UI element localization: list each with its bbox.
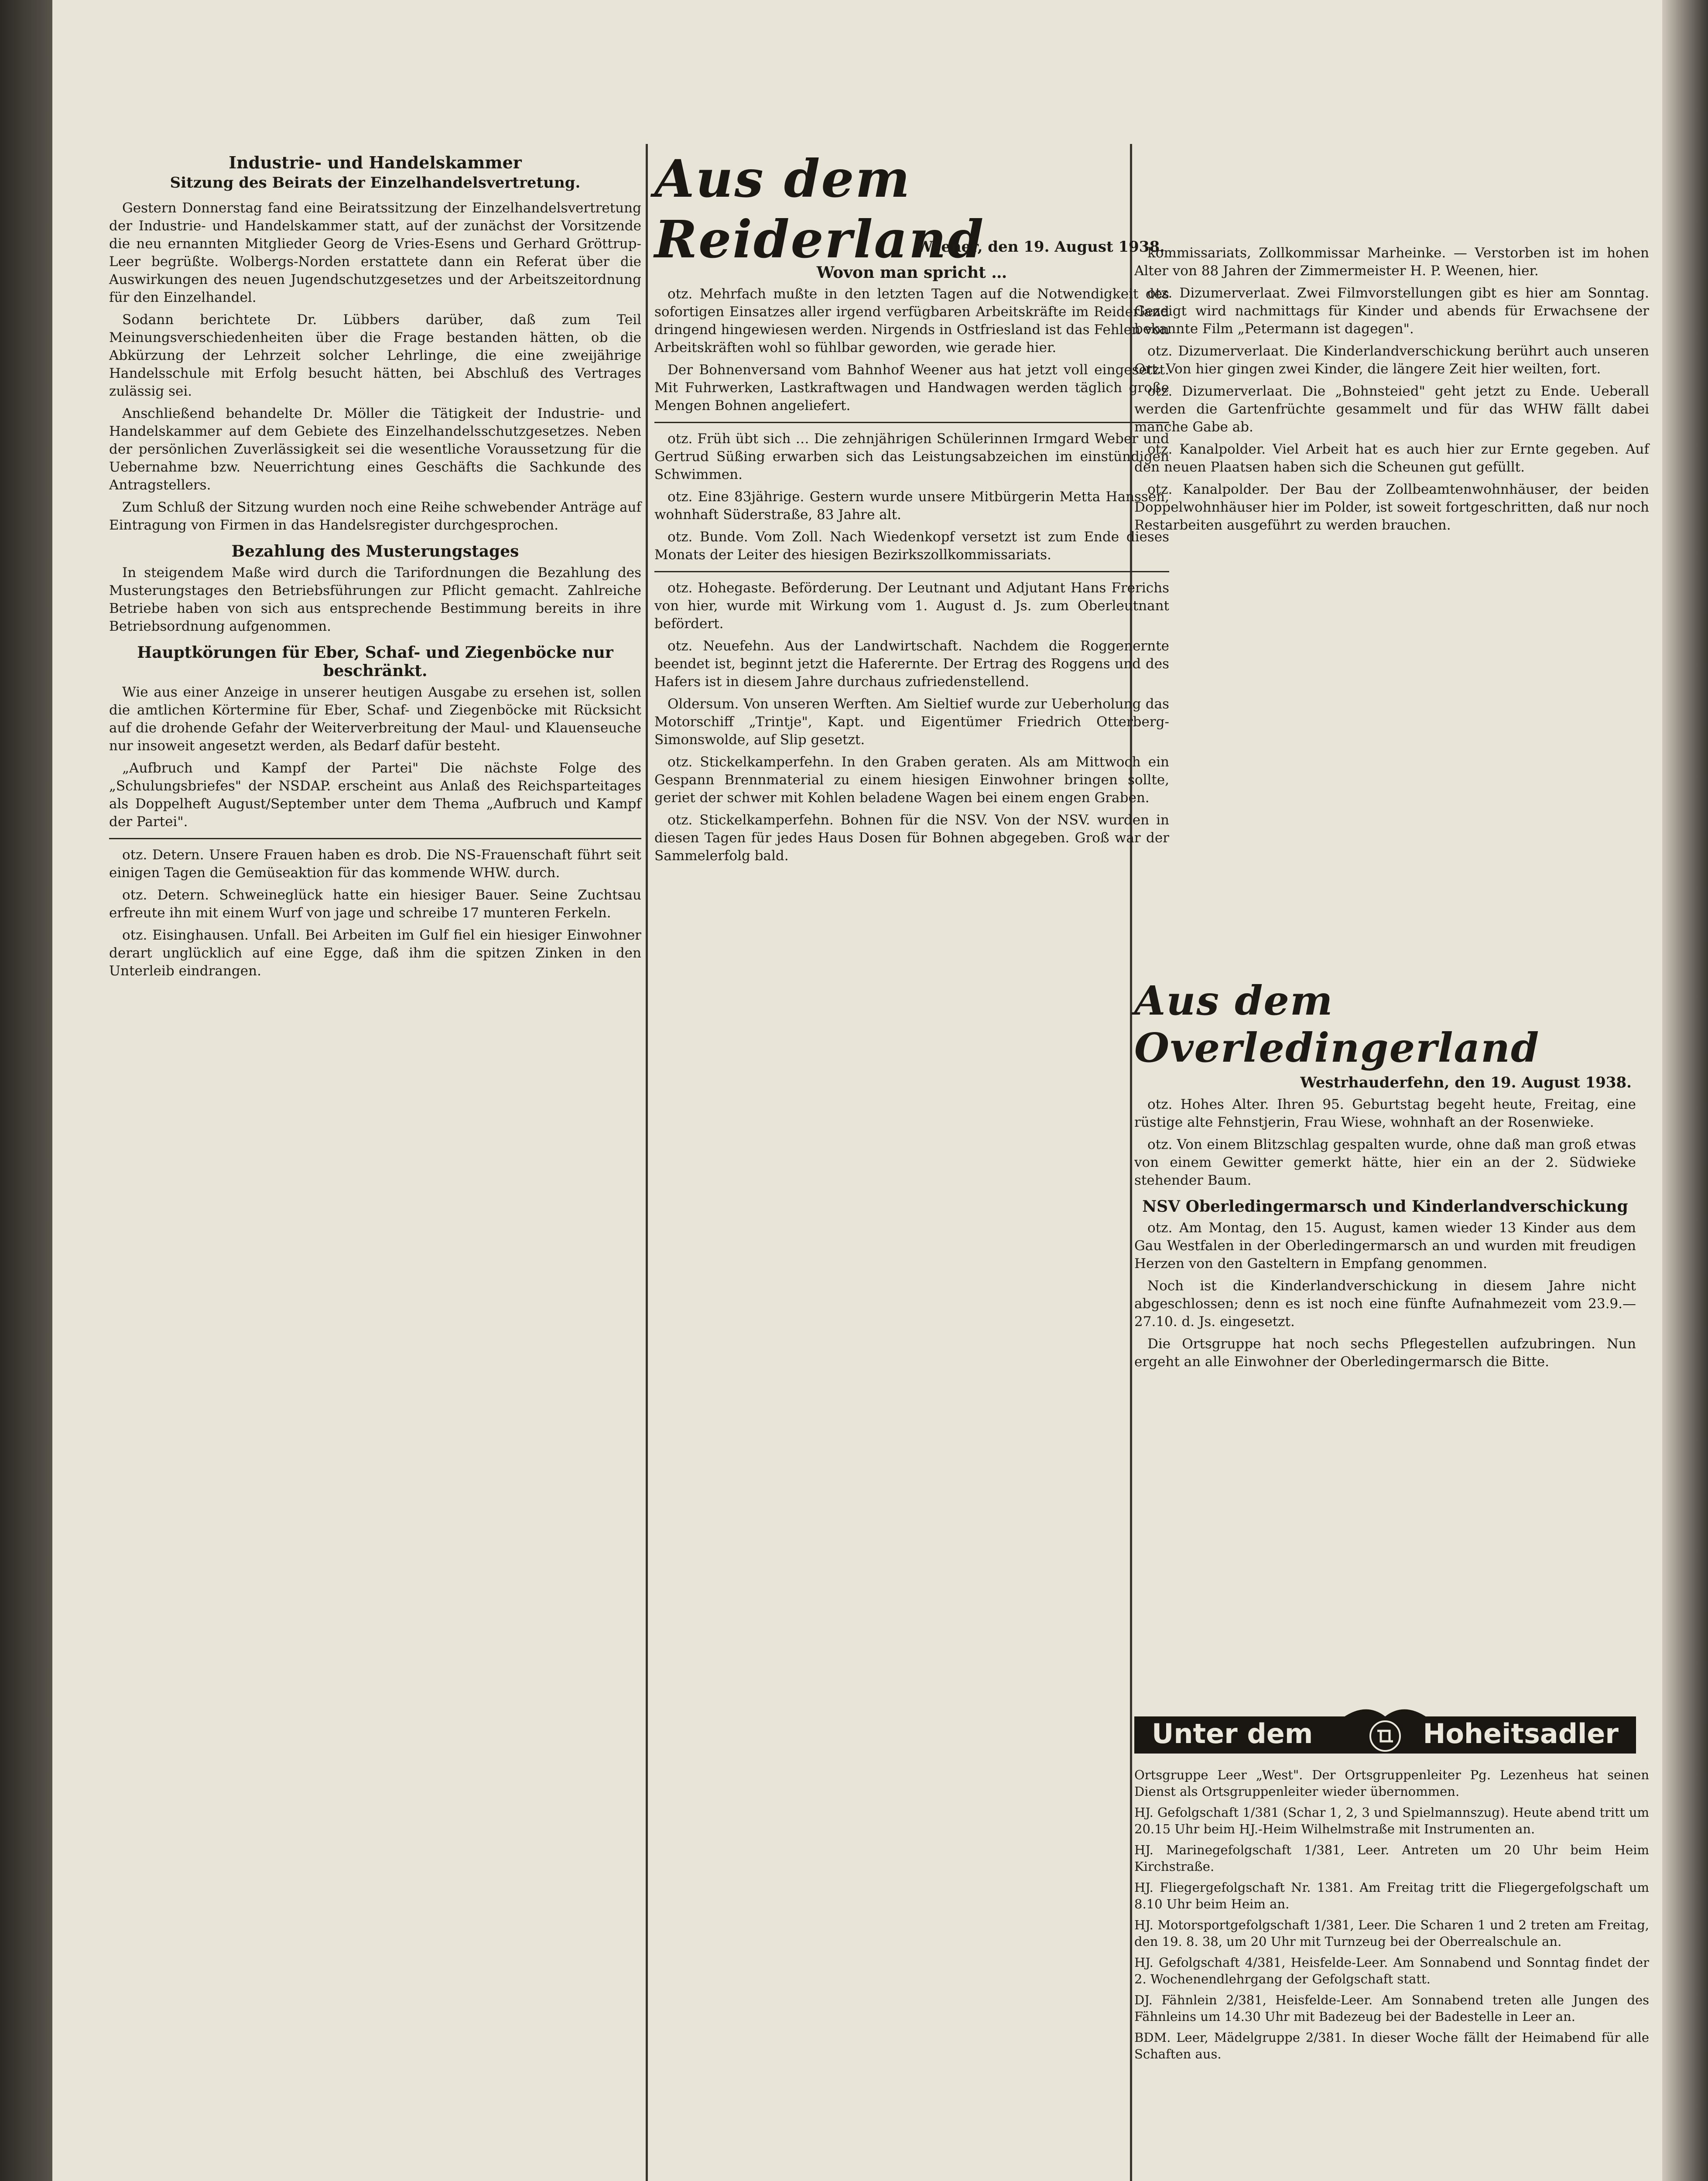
list-item: Ortsgruppe Leer „West". Der Ortsgruppenleiter Pg. Lezenheus hat seinen Dienst als Ortsgruppenleiter wieder übernommen.: [1134, 1767, 1649, 1799]
local-news-item: otz. Stickelkamperfehn. Bohnen für die NSV. Von der NSV. wurden in diesen Tagen für jedes Haus Dosen für Bohnen abgegeben. Groß war der Sammelerfolg bald.: [654, 812, 1169, 864]
article-paragraph: Sodann berichtete Dr. Lübbers darüber, daß zum Teil Meinungsverschiedenheiten über die Frage bestanden hätten, ob die Abkürzung der Lehrzeit solcher Lehrlinge, die eine zweijährige Handelsschule mit Erfolg besucht hätten, bei Abschluß des Vertrages zulässig sei.: [109, 312, 641, 399]
article-paragraph: In steigendem Maße wird durch die Tarifordnungen die Bezahlung des Musterungstages den Betriebsführungen zur Pflicht gemacht. Zahlreiche Betriebe haben von sich aus entsprechende Bestimmung bereits in ihre Betriebsordnung aufgenommen.: [109, 565, 641, 634]
article-paragraph: Gestern Donnerstag fand eine Beiratssitzung der Einzelhandelsvertretung der Industrie- und Handelskammer statt, auf der zunächst der Vorsitzende die neu ernannten Mitglieder Georg de Vries-Esens und Gerhard Gröttrup-Leer begrüßte. Wolbergs-Norden erstattete dann ein Referat über die Auswirkungen des neuen Jugendschutzgesetzes und der Arbeitszeitordnung für den Einzelhandel.: [109, 200, 641, 305]
masthead-title: Aus dem Reiderland: [654, 148, 985, 270]
local-news-item: otz. Eine 83jährige. Gestern wurde unsere Mitbürgerin Metta Hanssen, wohnhaft Süderstraße, 83 Jahre alt.: [654, 489, 1169, 523]
local-news-item: otz. Dizumerverlaat. Die Kinderlandverschickung berührt auch unseren Ort. Von hier gingen zwei Kinder, die längere Zeit hier weilten, fort.: [1134, 343, 1649, 377]
local-news-item: otz. Neuefehn. Aus der Landwirtschaft. Nachdem die Roggenernte beendet ist, beginnt jetzt die Haferernte. Der Ertrag des Roggens und des Hafers ist in diesem Jahre durchaus zufriedenstellend.: [654, 638, 1169, 690]
dateline: Westrhauderfehn, den 19. August 1938.: [1300, 1074, 1632, 1091]
article-paragraph: Zum Schluß der Sitzung wurden noch eine Reihe schwebender Anträge auf Eintragung von Firmen in das Handelsregister durchgesprochen.: [109, 499, 641, 533]
article-paragraph: Anschließend behandelte Dr. Möller die Tätigkeit der Industrie- und Handelskammer auf dem Gebiete des Einzelhandelsschutzgesetzes. Neben der persönlichen Zuverlässigkeit sei die wesentliche Voraussetzung für die Uebernahme bzw. Neuerrichtung eines Geschäfts die Sachkunde des Antragstellers.: [109, 406, 641, 493]
hoheitsadler-banner: [1134, 1692, 1636, 1758]
local-news-item: otz. Kanalpolder. Der Bau der Zollbeamtenwohnhäuser, der beiden Doppelwohnhäuser hier im Polder, ist soweit fortgeschritten, daß nur noch Restarbeiten ausgeführt zu werden brauchen.: [1134, 482, 1649, 533]
scan-left-edge: [0, 0, 52, 2181]
column-left: [109, 140, 641, 985]
eagle-icon: [1339, 1692, 1431, 1758]
newspaper-page: [52, 0, 1662, 2181]
article-paragraph: Noch ist die Kinderlandverschickung in diesem Jahre nicht abgeschlossen; denn es ist noch eine fünfte Aufnahmezeit vom 23.9.—27.10. d. Js. eingesetzt.: [1134, 1278, 1636, 1330]
local-news-item: otz. Stickelkamperfehn. In den Graben geraten. Als am Mittwoch ein Gespann Brennmaterial zu einem hiesigen Einwohner bringen sollte, geriet der schwer mit Kohlen beladene Wagen bei einem engen Graben.: [654, 754, 1169, 806]
list-item: HJ. Marinegefolgschaft 1/381, Leer. Antreten um 20 Uhr beim Heim Kirchstraße.: [1134, 1843, 1649, 1874]
article-paragraph: „Aufbruch und Kampf der Partei" Die nächste Folge des „Schulungsbriefes" der NSDAP. erscheint aus Anlaß des Reichsparteitages als Doppelheft August/September unter dem Thema „Aufbruch und Kampf der Partei".: [109, 760, 641, 830]
column-rule: [646, 144, 648, 2181]
section-subtitle: Sitzung des Beirats der Einzelhandelsvertretung.: [170, 174, 581, 191]
local-news-item: Oldersum. Von unseren Werften. Am Sieltief wurde zur Ueberholung das Motorschiff „Trintje", Kapt. und Eigentümer Friedrich Otterberg-Simonswolde, auf Slip gesetzt.: [654, 696, 1169, 748]
article-heading: Bezahlung des Musterungstages: [231, 542, 519, 561]
banner-label-left: Unter dem: [1152, 1718, 1313, 1750]
local-news-item: otz. Früh übt sich … Die zehnjährigen Schülerinnen Irmgard Weber und Gertrud Süßing erwarben sich das Leistungsabzeichen im einstündigen Schwimmen.: [654, 431, 1169, 482]
local-news-item: kommissariats, Zollkommissar Marheinke. — Verstorben ist im hohen Alter von 88 Jahren der Zimmermeister H. P. Weenen, hier.: [1134, 245, 1649, 279]
article-paragraph: Die Ortsgruppe hat noch sechs Pflegestellen aufzubringen. Nun ergeht an alle Einwohner der Oberledingermarsch die Bitte.: [1134, 1336, 1636, 1370]
column-middle: [654, 236, 1169, 869]
scan-right-edge: [1662, 0, 1708, 2181]
article-paragraph: otz. Am Montag, den 15. August, kamen wieder 13 Kinder aus dem Gau Westfalen in der Oberledingermarsch an und wurden mit freudigen Herzen von den Gasteltern in Empfang genommen.: [1134, 1220, 1636, 1272]
list-item: HJ. Gefolgschaft 1/381 (Schar 1, 2, 3 und Spielmannszug). Heute abend tritt um 20.15 Uhr beim HJ.-Heim Wilhelmstraße mit Instrumenten an.: [1134, 1805, 1649, 1836]
local-news-item: otz. Detern. Schweineglück hatte ein hiesiger Bauer. Seine Zuchtsau erfreute ihn mit einem Wurf von jage und schreibe 17 munteren Ferkeln.: [109, 887, 641, 921]
local-news-item: otz. Von einem Blitzschlag gespalten wurde, ohne daß man groß etwas von einem Gewitter gemerkt hätte, hier ein an der 2. Südwieke stehender Baum.: [1134, 1137, 1636, 1188]
local-news-item: otz. Dizumerverlaat. Die „Bohnsteied" geht jetzt zu Ende. Ueberall werden die Gartenfrüchte gesammelt und für das WHW fällt dabei manche Gabe ab.: [1134, 383, 1649, 435]
list-item: HJ. Gefolgschaft 4/381, Heisfelde-Leer. Am Sonnabend und Sonntag findet der 2. Wochenendlehrgang der Gefolgschaft statt.: [1134, 1955, 1649, 1986]
overledingerland-masthead: [1134, 977, 1636, 1375]
masthead-title: Aus dem Overledingerland: [1134, 977, 1540, 1071]
article-paragraph: otz. Mehrfach mußte in den letzten Tagen auf die Notwendigkeit des sofortigen Einsatzes aller irgend verfügbaren Arbeitskräfte im Reiderland dringend hingewiesen werden. Nirgends in Ostfriesland ist das Fehlen von Arbeitskräften wohl so fühlbar geworden, wie gerade hier.: [654, 286, 1169, 356]
local-news-item: otz. Hohegaste. Beförderung. Der Leutnant und Adjutant Hans Frerichs von hier, wurde mit Wirkung vom 1. August d. Js. zum Oberleutnant befördert.: [654, 580, 1169, 632]
local-news-item: otz. Eisinghausen. Unfall. Bei Arbeiten im Gulf fiel ein hiesiger Einwohner derart unglücklich auf eine Egge, daß ihm die spitzen Zinken in den Unterleib eindrangen.: [109, 927, 641, 979]
article-paragraph: Wie aus einer Anzeige in unserer heutigen Ausgabe zu ersehen ist, sollen die amtlichen Körtermine für Eber, Schaf- und Ziegenböcke mit Rücksicht auf die drohende Gefahr der Weiterverbreitung der Maul- und Klauenseuche nur insoweit angesetzt werden, als Bedarf dafür besteht.: [109, 684, 641, 754]
list-item: DJ. Fähnlein 2/381, Heisfelde-Leer. Am Sonnabend treten alle Jungen des Fähnleins um 14.30 Uhr mit Badezeug bei der Badestelle in Leer an.: [1134, 1993, 1649, 2024]
local-news-item: otz. Hohes Alter. Ihren 95. Geburtstag begeht heute, Freitag, eine rüstige alte Fehnstjerin, Frau Wiese, wohnhaft an der Rosenwieke.: [1134, 1097, 1636, 1130]
dateline: Weener, den 19. August 1938.: [916, 238, 1165, 256]
list-item: HJ. Motorsportgefolgschaft 1/381, Leer. Die Scharen 1 und 2 treten am Freitag, den 19. 8. 38, um 20 Uhr mit Turnzeug bei der Oberrealschule an.: [1134, 1918, 1649, 1949]
article-heading: NSV Oberledingermarsch und Kinderlandverschickung: [1142, 1197, 1628, 1216]
list-item: BDM. Leer, Mädelgruppe 2/381. In dieser Woche fällt der Heimabend für alle Schaften aus.: [1134, 2030, 1649, 2061]
local-news-item: otz. Detern. Unsere Frauen haben es drob. Die NS-Frauenschaft führt seit einigen Tagen die Gemüseaktion für das kommende WHW. durch.: [109, 847, 641, 881]
banner-label-right: Hoheitsadler: [1423, 1718, 1619, 1750]
list-item: HJ. Fliegergefolgschaft Nr. 1381. Am Freitag tritt die Fliegergefolgschaft um 8.10 Uhr beim Heim an.: [1134, 1880, 1649, 1911]
column-right-top: [1134, 244, 1649, 539]
hoheitsadler-list: [1134, 1767, 1649, 2067]
local-news-item: otz. Bunde. Vom Zoll. Nach Wiedenkopf versetzt ist zum Ende dieses Monats der Leiter des hiesigen Bezirkszollkommissariats.: [654, 529, 1169, 563]
article-heading: Hauptkörungen für Eber, Schaf- und Ziegenböcke nur beschränkt.: [137, 643, 613, 680]
divider: [654, 422, 1169, 423]
local-news-item: otz. Dizumerverlaat. Zwei Filmvorstellungen gibt es hier am Sonntag. Gezeigt wird nachmittags für Kinder und abends für Erwachsene der bekannte Film „Petermann ist dagegen".: [1134, 285, 1649, 337]
article-paragraph: Der Bohnenversand vom Bahnhof Weener aus hat jetzt voll eingesetzt. Mit Fuhrwerken, Lastkraftwagen und Handwagen werden täglich große Mengen Bohnen angeliefert.: [654, 362, 1169, 414]
section-title: Industrie- und Handelskammer: [229, 153, 522, 172]
article-heading: Wovon man spricht …: [816, 263, 1007, 282]
divider: [109, 838, 641, 839]
divider: [654, 571, 1169, 572]
local-news-item: otz. Kanalpolder. Viel Arbeit hat es auch hier zur Ernte gegeben. Auf den neuen Plaatsen haben sich die Scheunen gut gefüllt.: [1134, 441, 1649, 475]
